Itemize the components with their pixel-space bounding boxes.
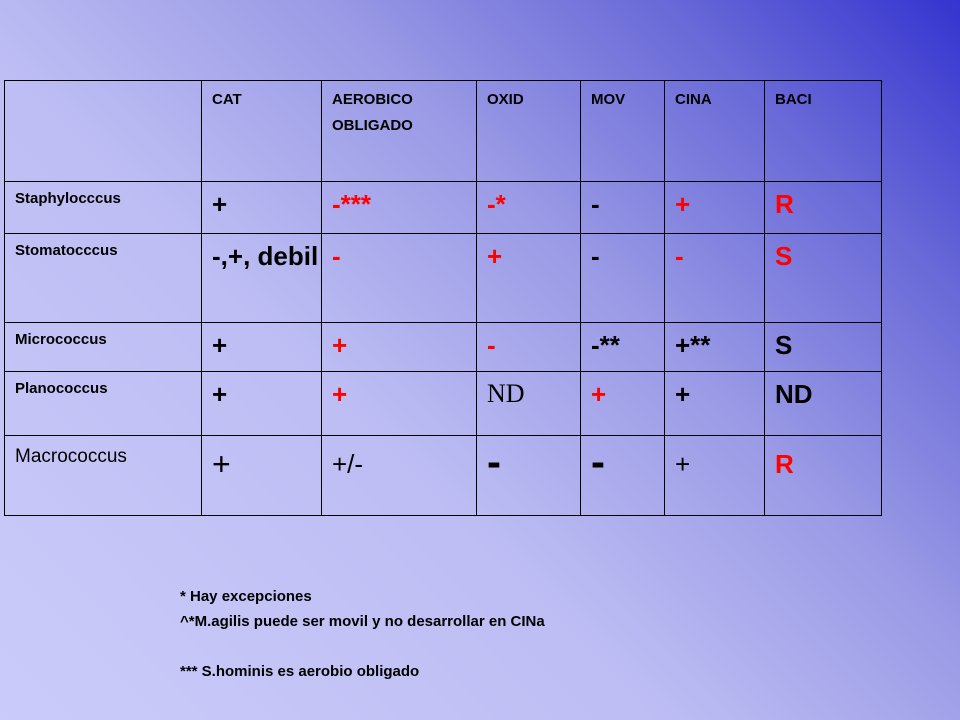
- row-label-macrococcus: Macrococcus: [5, 436, 202, 516]
- footnote-m-agilis: ^*M.agilis puede ser movil y no desarrollar en CINa: [180, 613, 545, 630]
- comparison-table: [4, 80, 882, 516]
- header-cat: CAT: [202, 81, 322, 182]
- table-row: [5, 234, 882, 323]
- footnote-s-hominis: *** S.hominis es aerobio obligado: [180, 663, 420, 680]
- cell-cina: +**: [665, 323, 765, 372]
- cell-cat: +: [202, 182, 322, 234]
- cell-cat: +: [202, 323, 322, 372]
- table-header-row: [5, 81, 882, 182]
- cell-mov: -: [581, 234, 665, 323]
- cell-aerobico: +: [322, 323, 477, 372]
- cell-cat: +: [202, 372, 322, 436]
- cell-cina: -: [665, 234, 765, 323]
- header-cina: CINA: [665, 81, 765, 182]
- cell-aerobico: -***: [322, 182, 477, 234]
- header-aerobico-obligado: AEROBICO OBLIGADO: [322, 81, 477, 182]
- footnote-spacer: [180, 634, 545, 659]
- cell-aerobico: +/-: [322, 436, 477, 516]
- cell-mov: -**: [581, 323, 665, 372]
- table-row: [5, 372, 882, 436]
- cell-cina: +: [665, 182, 765, 234]
- header-cell-empty: [5, 81, 202, 182]
- footnotes: [180, 584, 545, 684]
- cell-oxid: -*: [477, 182, 581, 234]
- cell-mov: -: [581, 436, 665, 516]
- cell-cina: +: [665, 436, 765, 516]
- cell-oxid: +: [477, 234, 581, 323]
- table-row: [5, 182, 882, 234]
- cell-aerobico: +: [322, 372, 477, 436]
- cell-baci: ND: [765, 372, 882, 436]
- table-row: [5, 436, 882, 516]
- footnote-exceptions: * Hay excepciones: [180, 588, 312, 605]
- cell-mov: -: [581, 182, 665, 234]
- row-label-stomatocccus: Stomatocccus: [5, 234, 202, 323]
- cell-aerobico: -: [322, 234, 477, 323]
- header-baci: BACI: [765, 81, 882, 182]
- cell-oxid: -: [477, 323, 581, 372]
- cell-oxid: -: [477, 436, 581, 516]
- row-label-micrococcus: Micrococcus: [5, 323, 202, 372]
- cell-cat: +: [202, 436, 322, 516]
- cell-baci: S: [765, 234, 882, 323]
- cell-oxid: ND: [477, 372, 581, 436]
- cell-baci: R: [765, 436, 882, 516]
- cell-baci: S: [765, 323, 882, 372]
- cell-mov: +: [581, 372, 665, 436]
- header-mov: MOV: [581, 81, 665, 182]
- cell-cat: -,+, debil: [202, 234, 322, 323]
- row-label-planococcus: Planococcus: [5, 372, 202, 436]
- row-label-staphylocccus: Staphylocccus: [5, 182, 202, 234]
- cell-cina: +: [665, 372, 765, 436]
- table-row: [5, 323, 882, 372]
- cell-baci: R: [765, 182, 882, 234]
- header-oxid: OXID: [477, 81, 581, 182]
